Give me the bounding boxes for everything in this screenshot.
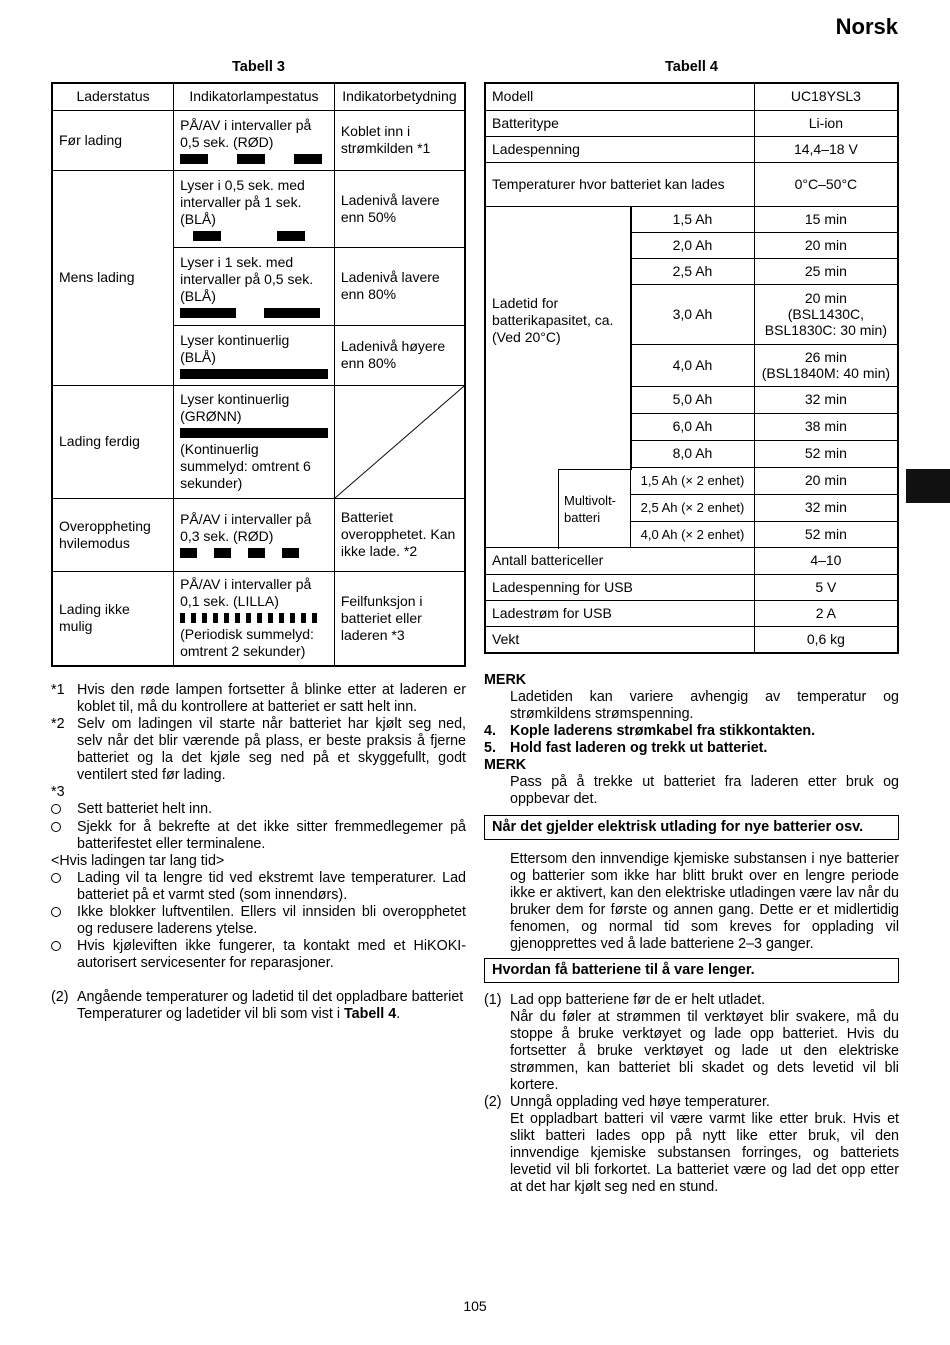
empty-diagonal-cell bbox=[334, 385, 465, 498]
note-text: Selv om ladingen vil starte når batteriet har kjølt seg ned, selv når det blir værende på plass, er beste praksis å fjerne batteriet og la det kjøle seg ned på et skyggefullt, godt ventilert sted før lading. bbox=[77, 716, 466, 783]
time-cell: 20 min bbox=[754, 232, 898, 258]
table3-lamp bbox=[174, 498, 335, 571]
step-5: 5. Hold fast laderen og trekk ut batteriet. bbox=[484, 740, 768, 756]
table3-status: Overoppheting hvilemodus bbox=[52, 498, 174, 571]
note-1 bbox=[51, 682, 466, 716]
left-column bbox=[51, 58, 466, 667]
blink-pattern-purple-01 bbox=[180, 613, 328, 623]
circle-bullet-icon bbox=[51, 907, 61, 917]
table3-lamp bbox=[174, 170, 335, 247]
tip-1-text: Når du føler at strømmen til verktøyet blir svakere, må du stoppe å bruke verktøyet og lade opp batteriet. Hvis du fortsetter å bruke verktøyet og lade ut den elektriske strømmen, kan batteriet bli skadet og dets levetid vil bli kortere. bbox=[510, 1009, 899, 1093]
bullet-item: Hvis kjøleviften ikke fungerer, ta kontakt med et HiKOKI-autorisert servicesenter for reparasjoner. bbox=[51, 938, 466, 972]
lamp-text: PÅ/AV i intervaller på 0,5 sek. (RØD) bbox=[180, 116, 312, 150]
blink-pattern-blue-1-05 bbox=[180, 308, 328, 318]
left-notes bbox=[51, 682, 466, 1023]
note-mark: *3 bbox=[51, 784, 65, 800]
capacity-cell: 3,0 Ah bbox=[631, 284, 755, 344]
long-charge-heading: <Hvis ladingen tar lang tid> bbox=[51, 853, 225, 869]
capacity-cell: 6,0 Ah bbox=[631, 413, 755, 440]
spec-label: Modell bbox=[485, 83, 754, 110]
table3-meaning: Ladenivå høyere enn 80% bbox=[334, 325, 465, 385]
bullet-item: Lading vil ta lengre tid ved ekstremt lave temperaturer. Lad batteriet på et varmt sted (som innendørs). bbox=[51, 870, 466, 904]
table4-reference: Tabell 4 bbox=[344, 1006, 397, 1022]
circle-bullet-icon bbox=[51, 804, 61, 814]
table4-inner-divider bbox=[558, 469, 632, 470]
time-cell: 26 min (BSL1840M: 40 min) bbox=[754, 344, 898, 386]
capacity-cell: 4,0 Ah bbox=[631, 344, 755, 386]
lamp-extra-text: (Kontinuerlig summelyd: omtrent 6 sekunder) bbox=[180, 441, 311, 491]
section-2-text: Temperaturer og ladetider vil bli som vist i Tabell 4. bbox=[77, 1006, 401, 1022]
capacity-cell: 2,5 Ah bbox=[631, 258, 755, 284]
spec-value: 4–10 bbox=[754, 547, 898, 574]
note-2 bbox=[51, 716, 466, 784]
blink-pattern-blue-05-1 bbox=[180, 231, 328, 241]
bullet-item: Sett batteriet helt inn. bbox=[51, 801, 466, 819]
time-cell: 32 min bbox=[754, 494, 898, 521]
spec-label: Vekt bbox=[485, 626, 754, 653]
spec-value: 0°C–50°C bbox=[754, 162, 898, 206]
table3-lamp bbox=[174, 571, 335, 666]
table4-inner-divider bbox=[558, 469, 559, 549]
page-number: 105 bbox=[463, 1298, 487, 1314]
bullet-item: Ikke blokker luftventilen. Ellers vil innsiden bli overopphetet og redusere laderens ytelse. bbox=[51, 904, 466, 938]
circle-bullet-icon bbox=[51, 941, 61, 951]
note-text: Hvis den røde lampen fortsetter å blinke etter at laderen er koblet til, må du kontrollere at batteriet er satt helt inn. bbox=[77, 682, 466, 715]
right-column bbox=[484, 58, 899, 654]
bullet-item: Sjekk for å bekrefte at det ikke sitter fremmedlegemer på batterifestet eller terminalene. bbox=[51, 819, 466, 853]
table3-meaning: Ladenivå lavere enn 50% bbox=[334, 170, 465, 247]
table3-lamp bbox=[174, 325, 335, 385]
table3-lamp bbox=[174, 385, 335, 498]
spec-label: Temperaturer hvor batteriet kan lades bbox=[485, 162, 754, 206]
section-2-heading: (2) Angående temperaturer og ladetid til det oppladbare batteriet bbox=[51, 989, 464, 1005]
table3-meaning: Feilfunksjon i batteriet eller laderen *3 bbox=[334, 571, 465, 666]
table3-meaning: Ladenivå lavere enn 80% bbox=[334, 247, 465, 325]
spec-value: UC18YSL3 bbox=[754, 83, 898, 110]
lamp-text: PÅ/AV i intervaller på 0,1 sek. (LILLA) bbox=[180, 576, 312, 610]
spec-label: Antall battericeller bbox=[485, 547, 754, 574]
steady-light-bar bbox=[180, 369, 328, 379]
tip-1: (1) Lad opp batteriene før de er helt utladet. bbox=[484, 992, 766, 1008]
merk-heading: MERK bbox=[484, 757, 527, 773]
new-battery-heading: Når det gjelder elektrisk utlading for nye batterier osv. bbox=[484, 815, 899, 840]
spec-label: Ladestrøm for USB bbox=[485, 600, 754, 626]
table3-header: Indikatorbetydning bbox=[334, 83, 465, 110]
table3-lamp bbox=[174, 247, 335, 325]
table3-status: Mens lading bbox=[52, 170, 174, 385]
lamp-text: Lyser kontinuerlig (GRØNN) bbox=[180, 391, 290, 424]
table3-header: Laderstatus bbox=[52, 83, 174, 110]
table3-status: Før lading bbox=[52, 110, 174, 170]
time-cell: 15 min bbox=[754, 206, 898, 232]
spec-label: Ladespenning for USB bbox=[485, 574, 754, 600]
table4-caption: Tabell 4 bbox=[665, 59, 718, 75]
table3 bbox=[51, 82, 466, 667]
new-battery-text: Ettersom den innvendige kjemiske substansen i nye batterier og batterier som ikke har blitt brukt over en lengre periode ikke er aktivert, kan den elektriske utladingen være lav når du bruker dem for første og annen gang. Dette er et midlertidig fenomen, og normal tid som kreves for opplading vil gjenopprettes ved å lade batteriene 2–3 ganger. bbox=[510, 851, 899, 952]
multivolt-capacity: 2,5 Ah (× 2 enhet) bbox=[631, 494, 755, 521]
multivolt-capacity: 1,5 Ah (× 2 enhet) bbox=[631, 467, 755, 494]
table3-meaning: Koblet inn i strømkilden *1 bbox=[334, 110, 465, 170]
table3-meaning: Batteriet overopphetet. Kan ikke lade. *2 bbox=[334, 498, 465, 571]
lamp-extra-text: (Periodisk summelyd: omtrent 2 sekunder) bbox=[180, 626, 314, 660]
step-4: 4. Kople laderens strømkabel fra stikkontakten. bbox=[484, 723, 816, 739]
time-cell: 32 min bbox=[754, 386, 898, 413]
time-cell: 25 min bbox=[754, 258, 898, 284]
circle-bullet-icon bbox=[51, 873, 61, 883]
tip-2-text: Et oppladbart batteri vil være varmt like etter bruk. Hvis et slikt batteri lades opp på nytt like etter bruk, vil den innvendige kjemiske substansen forringes, og batteriets levetid vil bli forkortet. La batteriet være og lad det opp etter at det har kjølt seg ned en stund. bbox=[510, 1111, 899, 1195]
table4-inner-divider bbox=[631, 207, 632, 469]
lamp-text: Lyser i 0,5 sek. med intervaller på 1 sek. (BLÅ) bbox=[180, 176, 305, 227]
capacity-cell: 1,5 Ah bbox=[631, 206, 755, 232]
time-cell: 52 min bbox=[754, 440, 898, 467]
lamp-text: PÅ/AV i intervaller på 0,3 sek. (RØD) bbox=[180, 511, 312, 544]
table4 bbox=[484, 82, 899, 654]
spec-value: 5 V bbox=[754, 574, 898, 600]
time-cell: 52 min bbox=[754, 521, 898, 547]
table3-caption: Tabell 3 bbox=[232, 59, 285, 75]
table3-header: Indikatorlampestatus bbox=[174, 83, 335, 110]
language-label: Norsk bbox=[835, 14, 898, 39]
section-tab-marker bbox=[906, 469, 950, 503]
spec-value: Li-ion bbox=[754, 110, 898, 136]
capacity-cell: 5,0 Ah bbox=[631, 386, 755, 413]
spec-label: Ladespenning bbox=[485, 136, 754, 162]
spec-value: 0,6 kg bbox=[754, 626, 898, 653]
steady-light-bar bbox=[180, 428, 328, 438]
note-mark: *2 bbox=[51, 716, 65, 732]
spec-value: 2 A bbox=[754, 600, 898, 626]
lamp-text: Lyser kontinuerlig (BLÅ) bbox=[180, 331, 290, 365]
lamp-text: Lyser i 1 sek. med intervaller på 0,5 sek. (BLÅ) bbox=[180, 254, 314, 304]
blink-pattern-red-03 bbox=[180, 548, 328, 558]
spec-value: 14,4–18 V bbox=[754, 136, 898, 162]
capacity-cell: 8,0 Ah bbox=[631, 440, 755, 467]
capacity-cell: 2,0 Ah bbox=[631, 232, 755, 258]
circle-bullet-icon bbox=[51, 822, 61, 832]
spec-label: Batteritype bbox=[485, 110, 754, 136]
table3-lamp bbox=[174, 110, 335, 170]
blink-pattern-red-05 bbox=[180, 154, 328, 164]
merk-text: Ladetiden kan variere avhengig av temperatur og strømkildens strømspenning. bbox=[510, 689, 899, 722]
merk-heading: MERK bbox=[484, 672, 527, 688]
time-cell: 38 min bbox=[754, 413, 898, 440]
table3-status: Lading ikke mulig bbox=[52, 571, 174, 666]
time-cell: 20 min (BSL1430C, BSL1830C: 30 min) bbox=[754, 284, 898, 344]
battery-life-heading: Hvordan få batteriene til å vare lenger. bbox=[484, 958, 899, 983]
merk-text: Pass på å trekke ut batteriet fra laderen etter bruk og oppbevar det. bbox=[510, 774, 899, 807]
note-3 bbox=[51, 784, 466, 801]
multivolt-label: Multivolt-batteri bbox=[564, 493, 617, 525]
table3-status: Lading ferdig bbox=[52, 385, 174, 498]
time-cell: 20 min bbox=[754, 467, 898, 494]
note-mark: *1 bbox=[51, 682, 65, 698]
tip-2: (2) Unngå opplading ved høye temperaturer. bbox=[484, 1094, 770, 1110]
charge-time-label: Ladetid for batterikapasitet, ca. (Ved 20°C) bbox=[492, 294, 614, 345]
multivolt-capacity: 4,0 Ah (× 2 enhet) bbox=[631, 521, 755, 547]
right-notes bbox=[484, 672, 899, 1196]
